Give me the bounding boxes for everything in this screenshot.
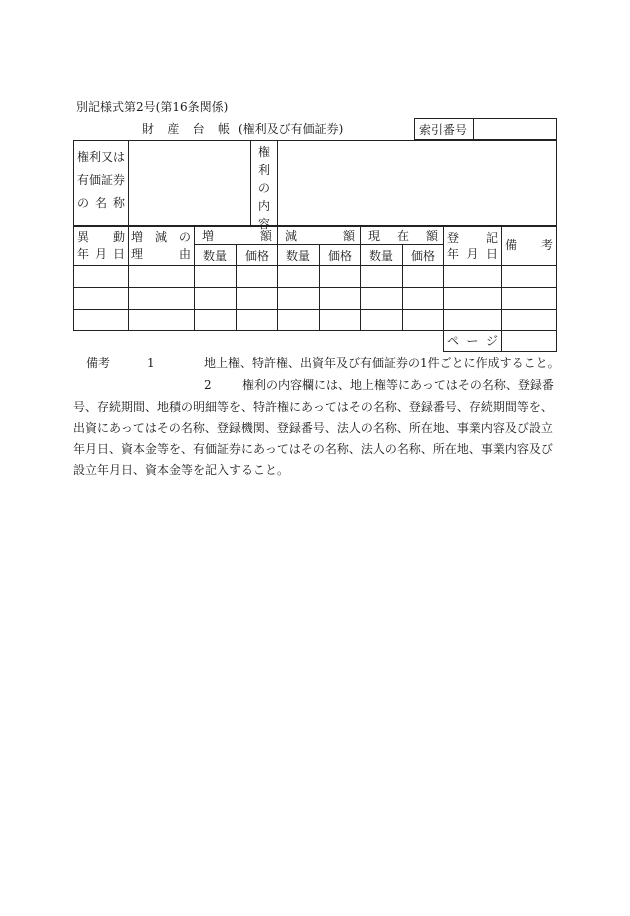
remarks-header: 備 考 — [505, 238, 553, 252]
increase-price-header: 価格 — [245, 249, 270, 263]
index-number-label: 索引番号 — [419, 123, 468, 137]
notes-heading: 備考 — [86, 356, 111, 370]
change-date-header-bottom: 年 月 日 — [77, 247, 125, 261]
current-amount-header: 現 在 額 — [368, 229, 438, 243]
change-date-header-top: 異 動 — [77, 230, 125, 244]
increase-header: 増 額 — [202, 229, 272, 243]
note-2-line-1: 権利の内容欄には、地上権等にあってはその名称、登録番 — [242, 378, 554, 392]
reason-header-bottom: 理 由 — [131, 247, 191, 261]
note-1-number: 1 — [147, 356, 155, 370]
page-number-field[interactable] — [503, 332, 555, 350]
decrease-quantity-header: 数量 — [286, 249, 311, 263]
registration-header-bottom: 年 月 日 — [447, 247, 498, 261]
increase-quantity-header: 数量 — [203, 249, 228, 263]
table-row[interactable] — [74, 310, 556, 330]
note-1-text: 地上権、特許権、出資年及び有価証券の1件ごとに作成すること。 — [204, 356, 560, 370]
rights-name-label-line2: 有 価 証 券 — [77, 173, 126, 187]
rights-name-label-line1: 権 利 又 は — [77, 150, 126, 164]
page-label: ペ ー ジ — [447, 334, 498, 348]
reason-header-top: 増 減 の — [131, 230, 191, 244]
rights-content-field[interactable] — [279, 142, 555, 224]
ledger-subtitle: (権利及び有価証券) — [238, 122, 344, 136]
current-price-header: 価格 — [411, 249, 436, 263]
decrease-header: 減 額 — [285, 229, 355, 243]
table-row[interactable] — [74, 288, 556, 308]
note-2-line-5: 設立年月日、資本金等を記入すること。 — [73, 463, 290, 477]
current-quantity-header: 数量 — [369, 249, 394, 263]
decrease-price-header: 価格 — [328, 249, 353, 263]
note-2-line-3: 出資にあってはその名称、登録機関、登録番号、法人の名称、所在地、事業内容及び設立 — [73, 421, 553, 435]
table-row[interactable] — [74, 266, 556, 286]
form-number: 別記様式第2号(第16条関係) — [76, 100, 229, 114]
index-number-field[interactable] — [475, 120, 555, 138]
ledger-title: 財 産 台 帳 — [142, 122, 230, 136]
note-2-line-4: 年月日、資本金等を、有価証券にあってはその名称、法人の名称、所在地、事業内容及び — [73, 442, 553, 456]
registration-header-top: 登 記 — [447, 231, 498, 245]
rights-name-field[interactable] — [130, 142, 248, 224]
rights-name-label-line3: の 名 称 — [77, 196, 125, 210]
note-2-line-2: 号、存続期間、地積の明細等を、特許権にあってはその名称、登録番号、存続期間等を、 — [73, 400, 553, 414]
note-2-number: 2 — [204, 378, 212, 392]
rights-content-label: 権 利 の 内 容 — [257, 145, 270, 231]
